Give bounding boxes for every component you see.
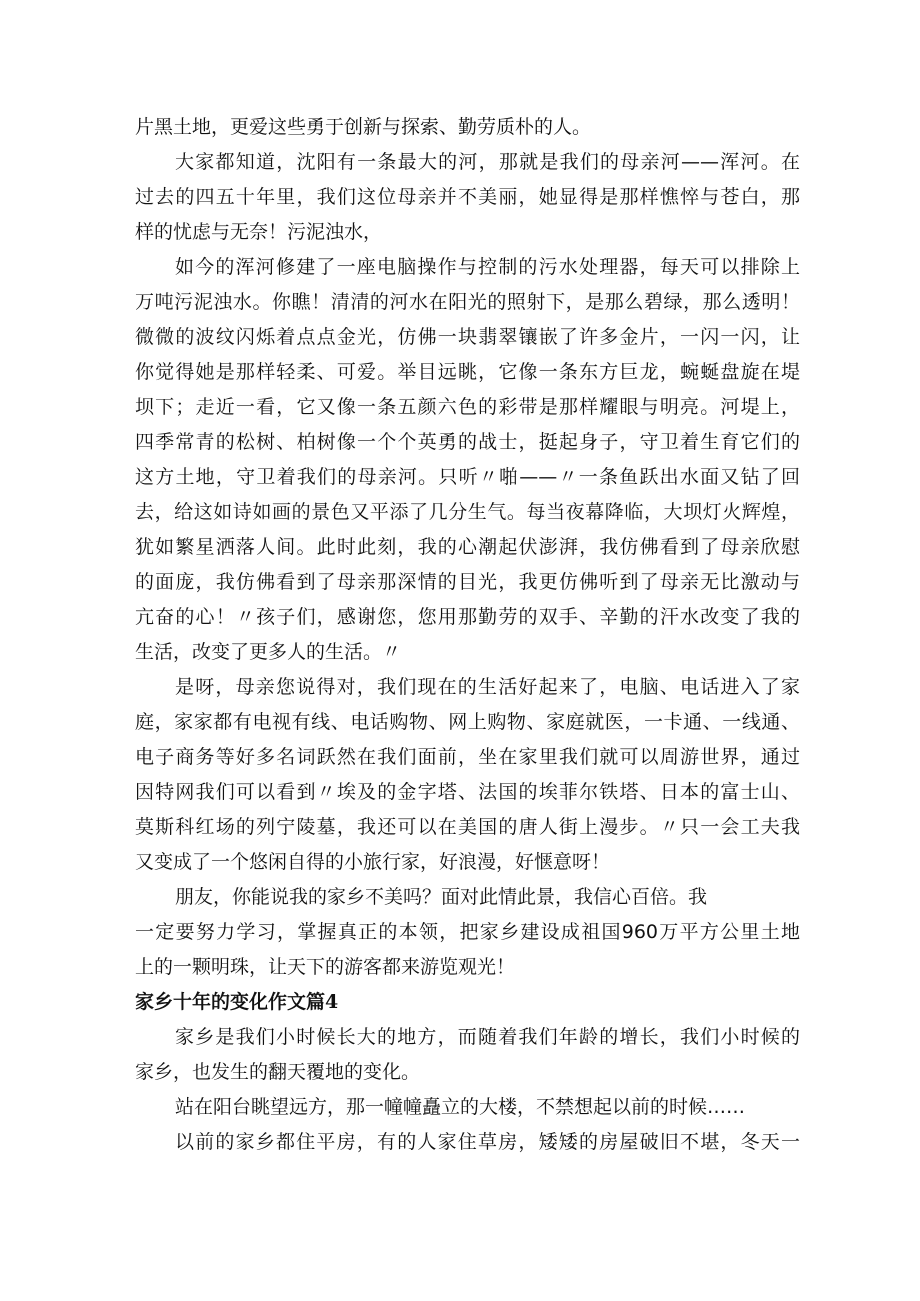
text-line: 庭，家家都有电视有线、电话购物、网上购物、家庭就医，一卡通、一线通、 xyxy=(135,711,800,733)
text-line: 一定要努力学习，掌握真正的本领，把家乡建设成祖国960万平方公里土地 xyxy=(135,921,800,943)
text-line: 你觉得她是那样轻柔、可爱。举目远眺，它像一条东方巨龙，蜿蜒盘旋在堤 xyxy=(135,361,800,383)
paragraph-first-line: 家乡是我们小时候长大的地方，而随着我们年龄的增长，我们小时候的 xyxy=(175,1026,800,1048)
paragraph-first-line: 是呀，母亲您说得对，我们现在的生活好起来了，电脑、电话进入了家 xyxy=(175,676,800,698)
text-line: 莫斯科红场的列宁陵墓，我还可以在美国的唐人街上漫步。〃只一会工夫我 xyxy=(135,816,800,838)
paragraph-first-line: 朋友，你能说我的家乡不美吗？面对此情此景，我信心百倍。我 xyxy=(175,886,708,908)
paragraph-first-line: 站在阳台眺望远方，那一幢幢矗立的大楼，不禁想起以前的时候…… xyxy=(175,1096,746,1118)
text-line: 生活，改变了更多人的生活。〃 xyxy=(135,641,402,663)
text-line: 去，给这如诗如画的景色又平添了几分生气。每当夜幕降临，大坝灯火辉煌， xyxy=(135,501,800,523)
paragraph-first-line: 大家都知道，沈阳有一条最大的河，那就是我们的母亲河——浑河。在 xyxy=(175,151,800,173)
text-line: 犹如繁星洒落人间。此时此刻，我的心潮起伏澎湃，我仿佛看到了母亲欣慰 xyxy=(135,536,800,558)
text-line: 样的忧虑与无奈！污泥浊水， xyxy=(135,221,383,243)
text-line: 家乡，也发生的翻天覆地的变化。 xyxy=(135,1061,421,1083)
text-line: 微微的波纹闪烁着点点金光，仿佛一块翡翠镶嵌了许多金片，一闪一闪，让 xyxy=(135,326,800,348)
text-line: 的面庞，我仿佛看到了母亲那深情的目光，我更仿佛听到了母亲无比激动与 xyxy=(135,571,800,593)
text-line: 万吨污泥浊水。你瞧！清清的河水在阳光的照射下，是那么碧绿，那么透明！ xyxy=(135,291,800,313)
paragraph-first-line: 以前的家乡都住平房，有的人家住草房，矮矮的房屋破旧不堪，冬天一 xyxy=(175,1131,800,1153)
text-line: 上的一颗明珠，让天下的游客都来游览观光！ xyxy=(135,956,516,978)
text-line: 片黑土地，更爱这些勇于创新与探索、勤劳质朴的人。 xyxy=(135,116,592,138)
text-line: 又变成了一个悠闲自得的小旅行家，好浪漫，好惬意呀！ xyxy=(135,851,611,873)
text-line: 过去的四五十年里，我们这位母亲并不美丽，她显得是那样憔悴与苍白，那 xyxy=(135,186,800,208)
paragraph-first-line: 如今的浑河修建了一座电脑操作与控制的污水处理器，每天可以排除上 xyxy=(175,256,800,278)
text-line: 亢奋的心！〃孩子们，感谢您，您用那勤劳的双手、辛勤的汗水改变了我的 xyxy=(135,606,800,628)
text-line: 四季常青的松树、柏树像一个个英勇的战士，挺起身子，守卫着生育它们的 xyxy=(135,431,800,453)
text-line: 因特网我们可以看到〃埃及的金字塔、法国的埃菲尔铁塔、日本的富士山、 xyxy=(135,781,800,803)
section-heading: 家乡十年的变化作文篇4 xyxy=(135,991,339,1013)
text-line: 坝下；走近一看，它又像一条五颜六色的彩带是那样耀眼与明亮。河堤上， xyxy=(135,396,800,418)
text-line: 这方土地，守卫着我们的母亲河。只听〃啪——〃一条鱼跃出水面又钻了回 xyxy=(135,466,800,488)
text-line: 电子商务等好多名词跃然在我们面前，坐在家里我们就可以周游世界，通过 xyxy=(135,746,800,768)
